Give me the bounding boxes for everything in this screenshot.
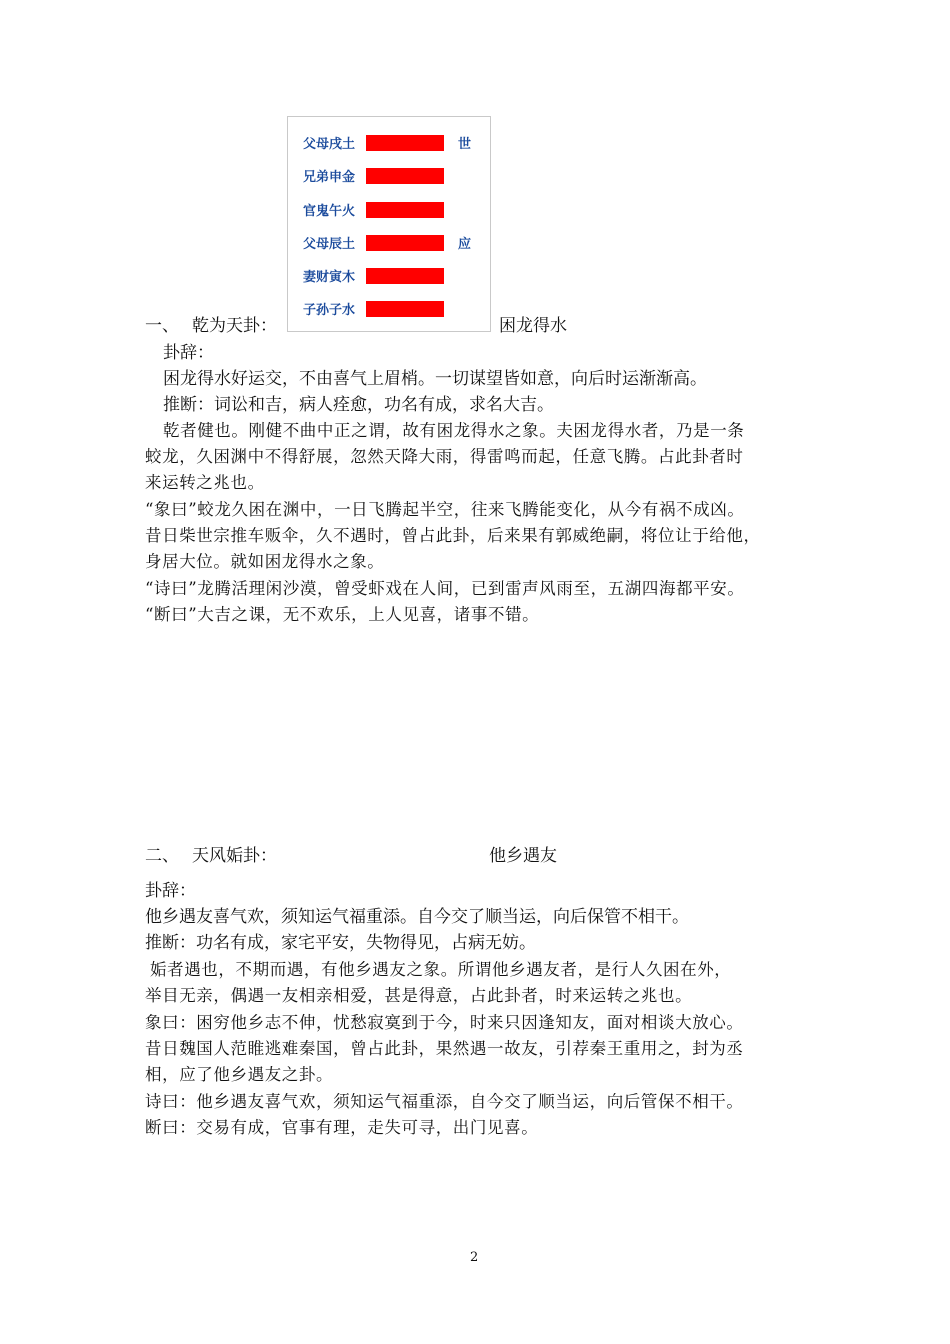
section2-line-9: 断曰：交易有成，官事有理，走失可寻，出门见喜。 (145, 1118, 539, 1137)
section2-line-6: 昔日魏国人范睢逃难秦国，曾占此卦，果然遇一故友，引荐秦王重用之，封为丞 (145, 1039, 744, 1058)
hexagram-row (288, 194, 490, 224)
section2-line-7: 相，应了他乡遇友之卦。 (145, 1065, 334, 1084)
section2-line-4: 举目无亲，偶遇一友相亲相爱，甚是得意，占此卦者，时来运转之兆也。 (145, 986, 693, 1005)
section2-line-0: 卦辞： (145, 881, 196, 901)
hexagram-row-label: 父母戌土 (303, 137, 356, 152)
yang-line-bar (366, 135, 444, 151)
hexagram-row-label: 父母辰土 (303, 237, 356, 252)
section1-line-4: 蛟龙，久困渊中不得舒展，忽然天降大雨，得雷鸣而起，任意飞腾。占此卦者时 (145, 447, 744, 466)
section1-line-1: 困龙得水好运交，不由喜气上眉梢。一切谋望皆如意，向后时运渐渐高。 (163, 369, 707, 389)
hexagram-row (288, 127, 490, 157)
section2-line-5: 象曰：困穷他乡志不伸，忧愁寂寞到于今，时来只因逢知友，面对相谈大放心。 (145, 1013, 744, 1032)
section2-title: 他乡遇友 (489, 846, 557, 866)
section1-line-3: 乾者健也。刚健不曲中正之谓，故有困龙得水之象。夫困龙得水者，乃是一条 (163, 421, 745, 440)
section2-line-1: 他乡遇友喜气欢，须知运气福重添。自今交了顺当运，向后保管不相干。 (145, 907, 689, 927)
section1-line-5: 来运转之兆也。 (145, 473, 265, 492)
yang-line-bar (366, 202, 444, 218)
section1-name: 乾为天卦： (192, 316, 277, 336)
hexagram-row (288, 160, 490, 190)
hexagram-row (288, 293, 490, 323)
section1-line-9: “诗曰”龙腾活理闲沙漠，曾受虾戏在人间，已到雷声风雨至，五湖四海都平安。 (145, 579, 745, 598)
section2-line-2: 推断：功名有成，家宅平安，失物得见，占病无妨。 (145, 933, 536, 953)
yang-line-bar (366, 301, 444, 317)
section1-line-8: 身居大位。就如困龙得水之象。 (145, 552, 385, 571)
hexagram-row-mark: 应 (458, 237, 472, 252)
section1-number: 一、 (145, 316, 179, 336)
yang-line-bar (366, 268, 444, 284)
yang-line-bar (366, 235, 444, 251)
section1-line-2: 推断：词讼和吉，病人痊愈，功名有成，求名大吉。 (163, 395, 554, 415)
page-number: 2 (470, 1250, 479, 1265)
hexagram-figure (287, 116, 491, 332)
section1-title: 困龙得水 (499, 316, 567, 336)
section1-line-10: “断曰”大吉之课，无不欢乐，上人见喜，诸事不错。 (145, 605, 540, 624)
hexagram-row (288, 227, 490, 257)
hexagram-row-label: 子孙子水 (303, 303, 356, 318)
section2-line-3: 姤者遇也，不期而遇，有他乡遇友之象。所谓他乡遇友者，是行人久困在外， (150, 960, 732, 979)
hexagram-row-label: 官鬼午火 (303, 204, 356, 219)
hexagram-row (288, 260, 490, 290)
section1-line-0: 卦辞： (163, 343, 214, 363)
section1-line-7: 昔日柴世宗推车贩伞，久不遇时，曾占此卦，后来果有郭威绝嗣，将位让于给他， (145, 526, 761, 545)
section1-line-6: “象曰”蛟龙久困在渊中，一日飞腾起半空，往来飞腾能变化，从今有祸不成凶。 (145, 500, 745, 519)
hexagram-row-mark: 世 (458, 137, 472, 152)
section2-number: 二、 (145, 846, 179, 866)
hexagram-row-label: 兄弟申金 (303, 170, 356, 185)
section2-line-8: 诗曰：他乡遇友喜气欢，须知运气福重添，自今交了顺当运，向后管保不相干。 (145, 1092, 744, 1111)
yang-line-bar (366, 168, 444, 184)
hexagram-row-label: 妻财寅木 (303, 270, 356, 285)
section2-name: 天风姤卦： (192, 846, 277, 866)
